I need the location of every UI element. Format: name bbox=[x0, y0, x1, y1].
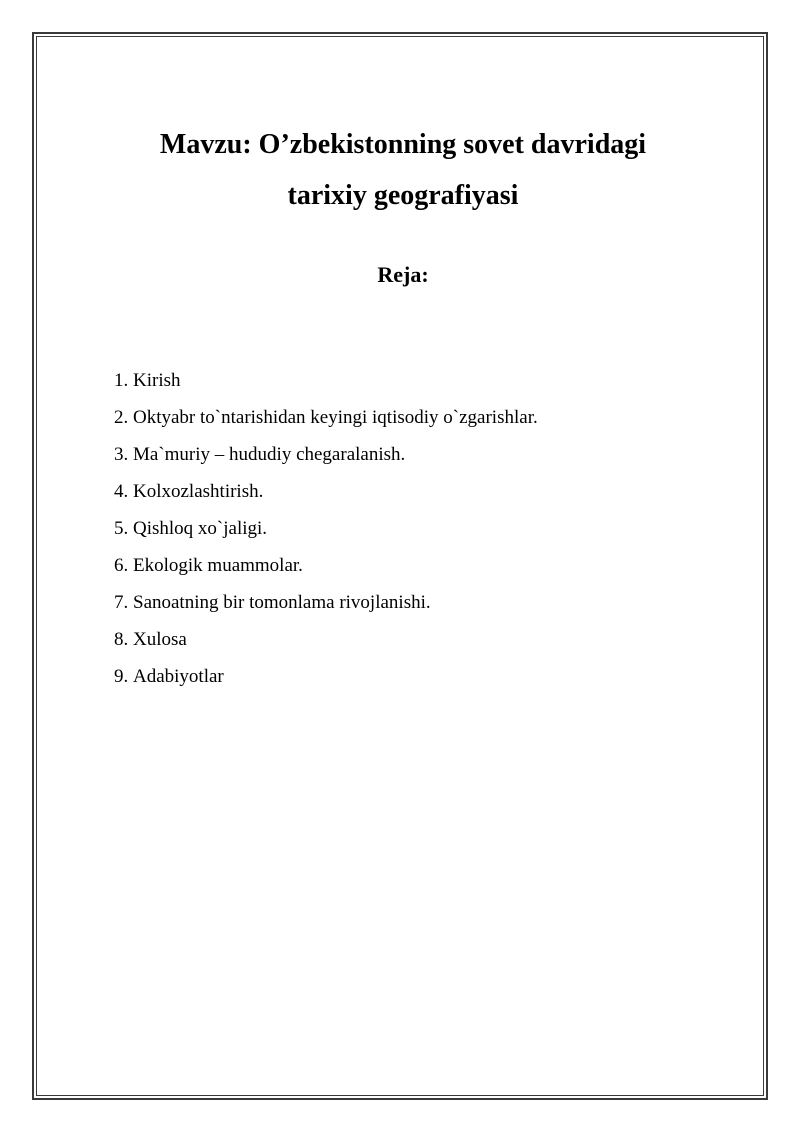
document-title-line-2: tarixiy geografiyasi bbox=[287, 180, 519, 211]
plan-item bbox=[114, 666, 538, 703]
plan-item-text: Kirish bbox=[133, 370, 181, 391]
plan-item-number: 4. bbox=[114, 481, 129, 502]
plan-item-number: 9. bbox=[114, 666, 129, 687]
plan-list bbox=[114, 370, 538, 703]
plan-item-text: Xulosa bbox=[133, 629, 187, 650]
plan-item-text: Oktyabr to`ntarishidan keyingi iqtisodiy o`zgarishlar. bbox=[133, 407, 538, 428]
plan-item bbox=[114, 481, 538, 518]
plan-item-text: Qishloq xo`jaligi. bbox=[133, 518, 268, 539]
plan-item bbox=[114, 407, 538, 444]
plan-item-text: Adabiyotlar bbox=[133, 666, 224, 687]
plan-heading: Reja: bbox=[377, 262, 429, 287]
plan-item-text: Ma`muriy – hududiy chegaralanish. bbox=[133, 444, 406, 465]
plan-item-text: Sanoatning bir tomonlama rivojlanishi. bbox=[133, 592, 431, 613]
plan-item-number: 3. bbox=[114, 444, 129, 465]
plan-item-number: 7. bbox=[114, 592, 129, 613]
plan-item-number: 6. bbox=[114, 555, 129, 576]
plan-item bbox=[114, 592, 538, 629]
plan-item bbox=[114, 444, 538, 481]
plan-item-number: 1. bbox=[114, 370, 129, 391]
plan-item bbox=[114, 370, 538, 407]
plan-item-number: 8. bbox=[114, 629, 129, 650]
document-title-line-1: Mavzu: O’zbekistonning sovet davridagi bbox=[159, 129, 647, 160]
plan-item-number: 2. bbox=[114, 407, 129, 428]
plan-item-text: Kolxozlashtirish. bbox=[133, 481, 264, 502]
plan-item bbox=[114, 518, 538, 555]
plan-item bbox=[114, 555, 538, 592]
plan-item-text: Ekologik muammolar. bbox=[133, 555, 303, 576]
plan-item-number: 5. bbox=[114, 518, 129, 539]
plan-item bbox=[114, 629, 538, 666]
